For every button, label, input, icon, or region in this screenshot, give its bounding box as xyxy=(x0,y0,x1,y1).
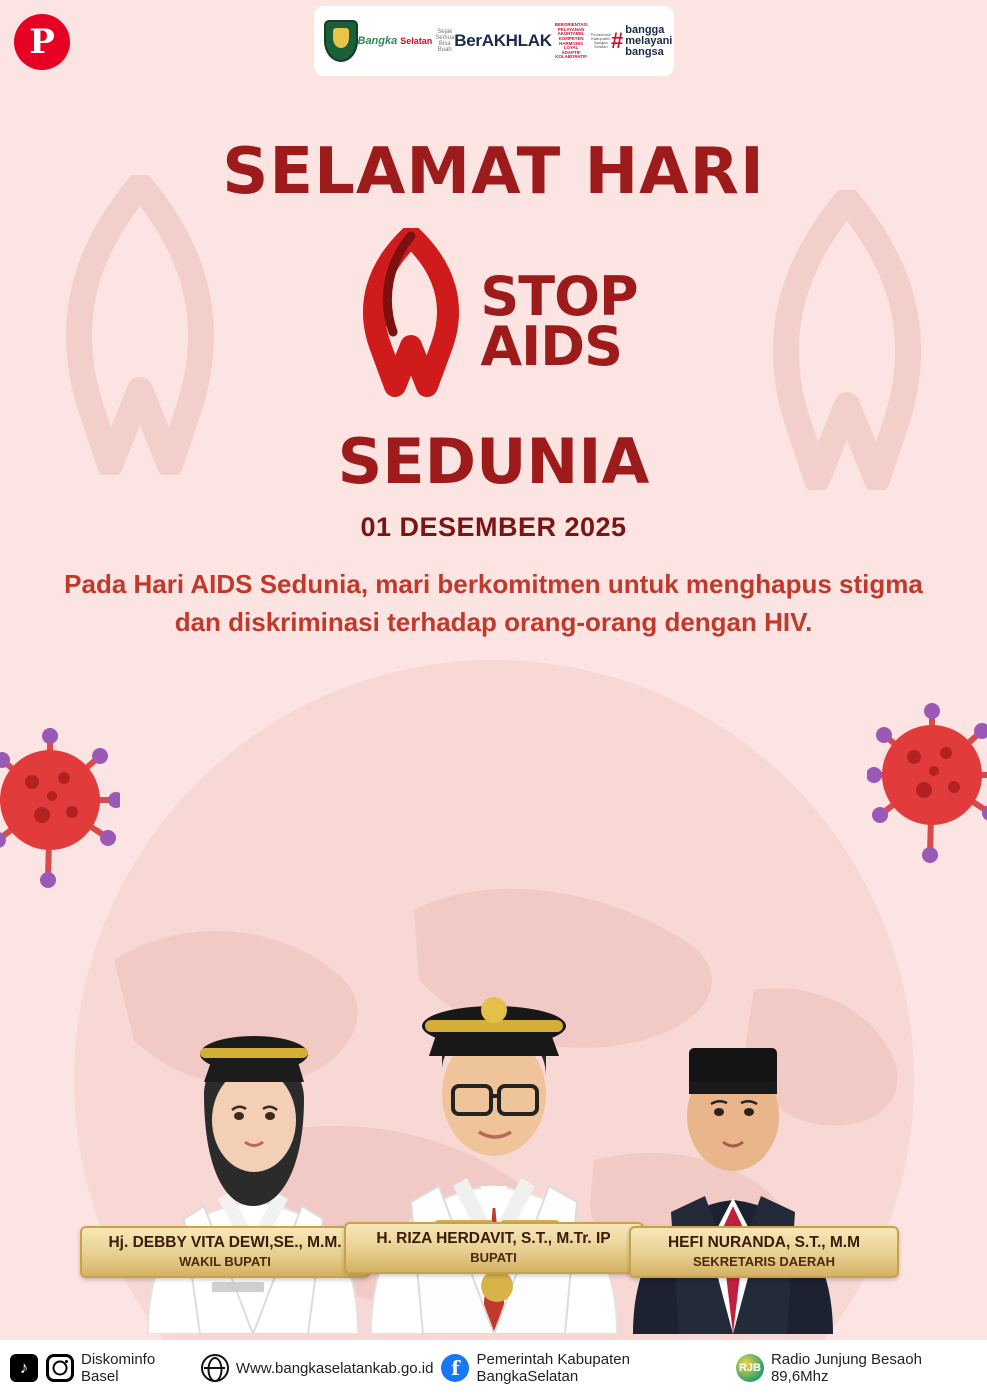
poster-date: 01 DESEMBER 2025 xyxy=(360,512,627,542)
nameplate-name: HEFI NURANDA, S.T., M.M xyxy=(667,1234,861,1251)
footer-bar xyxy=(0,1340,987,1396)
nameplate-title: BUPATI xyxy=(470,1250,517,1265)
instagram-icon xyxy=(46,1354,74,1382)
footer-item-tiktok[interactable] xyxy=(10,1354,38,1382)
nameplate-name: H. RIZA HERDAVIT, S.T., M.Tr. IP xyxy=(376,1230,611,1247)
facebook-icon: f xyxy=(441,1354,469,1382)
logo-bangga-line1: bangga xyxy=(625,23,665,36)
aids-label: AIDS xyxy=(480,315,622,378)
crest-shield-icon xyxy=(324,20,358,62)
logo-bangka-mid: Selatan xyxy=(400,35,433,46)
logo-bangka-selatan xyxy=(358,29,455,53)
nameplate-wakil-bupati xyxy=(80,1226,370,1278)
stop-label: STOP xyxy=(480,265,638,329)
footer-item-instagram[interactable] xyxy=(46,1351,193,1385)
logo-bangga-melayani-bangsa xyxy=(611,25,672,58)
stop-aids-lockup xyxy=(0,228,987,408)
nameplate-name: Hj. DEBBY VITA DEWI,SE., M.M. xyxy=(108,1234,342,1251)
hash-icon: # xyxy=(611,28,624,53)
logo-berakhlak xyxy=(454,22,611,60)
nameplate-bupati xyxy=(344,1222,644,1274)
logo-bangka-top: Bangka xyxy=(357,34,398,47)
nameplate-sekretaris-daerah xyxy=(629,1226,899,1278)
logo-bangka-selatan-crest xyxy=(324,20,358,62)
nameplate-title: WAKIL BUPATI xyxy=(179,1254,271,1269)
logo-bangga-line3: bangsa xyxy=(625,45,664,58)
virus-right-icon xyxy=(867,690,987,865)
pinterest-icon: P xyxy=(29,22,55,62)
nameplate-title: SEKRETARIS DAERAH xyxy=(692,1254,836,1269)
logo-berakhlak-sub2: Pemerintah Kabupaten Bangka Selatan xyxy=(590,31,612,50)
footer-instagram-label: Diskominfo Basel xyxy=(81,1351,156,1385)
footer-facebook-label: Pemerintah Kabupaten BangkaSelatan xyxy=(476,1351,630,1385)
logo-berakhlak-title: BerAKHLAK xyxy=(454,31,552,51)
footer-item-radio[interactable] xyxy=(736,1351,977,1385)
footer-item-facebook[interactable] xyxy=(441,1351,727,1385)
logo-bangga-line2: melayani xyxy=(625,34,673,47)
footer-website-label: Www.bangkaselatankab.go.id xyxy=(235,1359,434,1377)
pinterest-badge[interactable] xyxy=(14,14,70,70)
globe-icon xyxy=(201,1354,229,1382)
poster-subheadline: SEDUNIA xyxy=(337,425,650,498)
poster-message: Pada Hari AIDS Sedunia, mari berkomitmen untuk menghapus stigma dan diskriminasi terhadap orang-orang dengan HIV. xyxy=(64,569,923,637)
logo-bangka-sub: Sejak Semua Bisa Buah xyxy=(435,29,455,53)
radio-icon: RJB xyxy=(736,1354,764,1382)
footer-radio-label: Radio Junjung Besaoh 89,6Mhz xyxy=(770,1351,922,1385)
logo-berakhlak-sub1: BERORIENTASI PELAYANAN AKUNTABEL KOMPETEN HARMONIS LOYAL ADAPTIF KOLABORATIF xyxy=(554,22,588,60)
virus-left-icon xyxy=(0,720,120,895)
aids-awareness-ribbon-icon xyxy=(349,228,474,408)
officials-group xyxy=(0,904,987,1334)
tiktok-icon: ♪ xyxy=(10,1354,38,1382)
logo-strip xyxy=(314,6,674,76)
poster-headline: SELAMAT HARI xyxy=(222,135,765,209)
footer-item-website[interactable] xyxy=(201,1354,434,1382)
